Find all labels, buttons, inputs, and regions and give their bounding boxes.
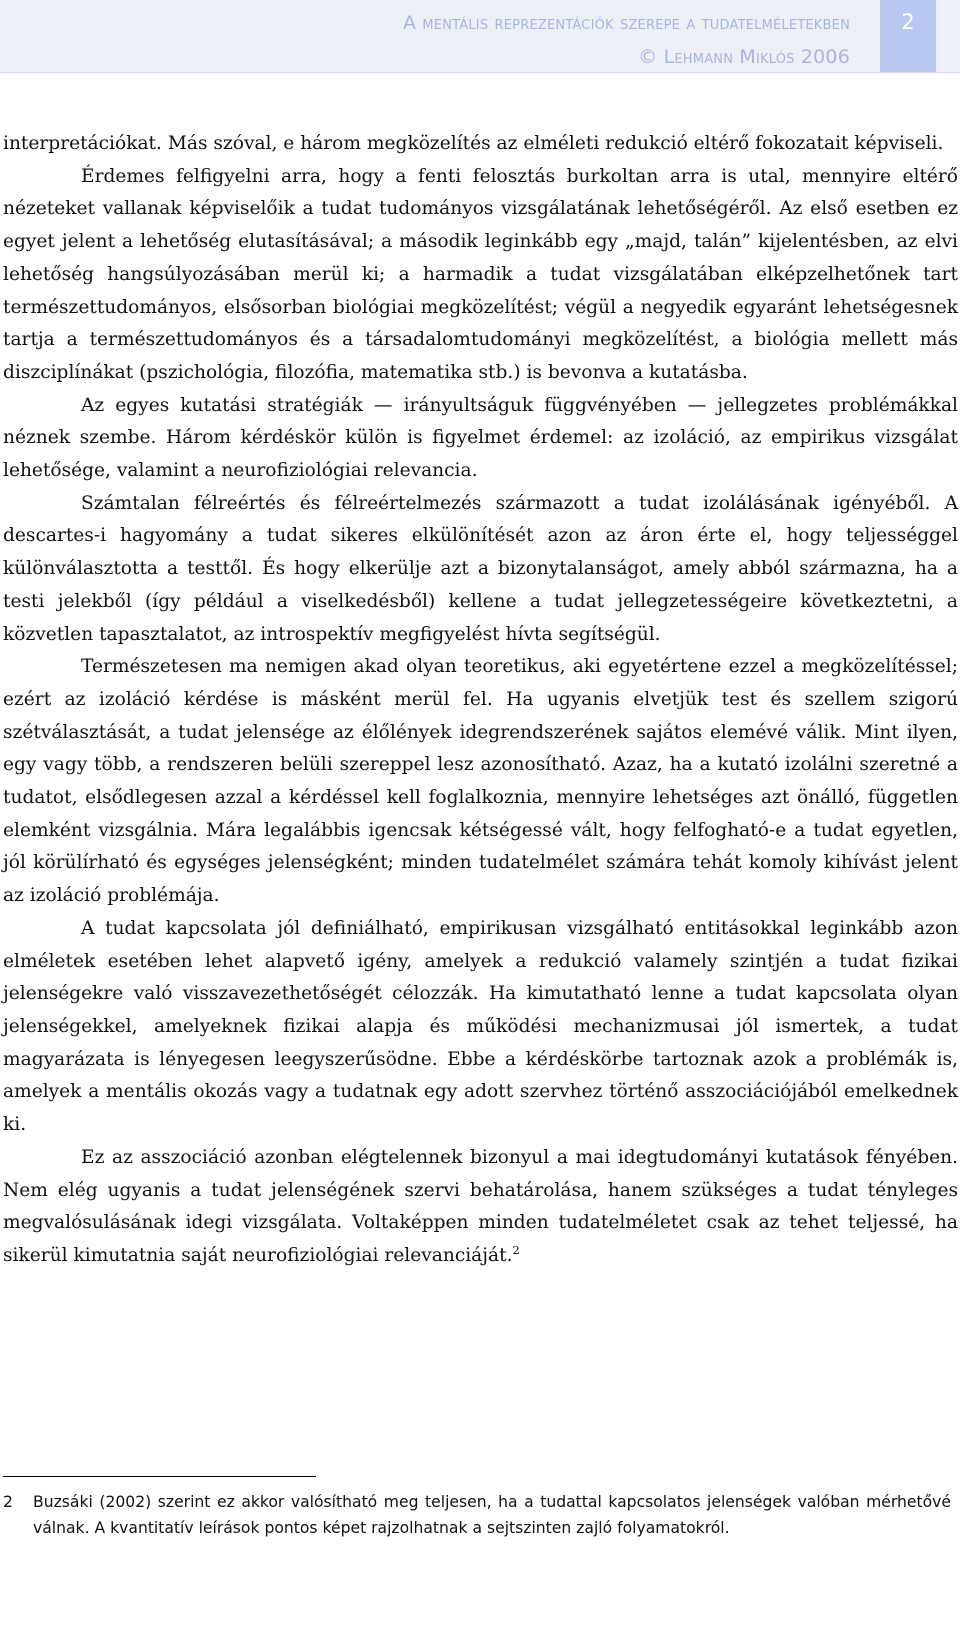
header-text xyxy=(403,6,850,74)
footnote-text: Buzsáki (2002) szerint ez akkor valósítható meg teljesen, ha a tudattal kapcsolatos jelenségek valóban mérhetővé válnak. A kvantitatív leírások pontos képet rajzolhatnak a sejtszinten zajló folyamatokról. xyxy=(33,1493,951,1537)
paragraph-5: Természetesen ma nemigen akad olyan teoretikus, aki egyetértene ezzel a megközelítéssel; ezért az izoláció kérdése is másként merül fel. Ha ugyanis elvetjük test és szellem szigorú szétválasztását, a tudat jelensége az élőlények idegrendszerének sajátos elemévé válik. Mint ilyen, egy vagy több, a rendszeren belüli szereppel lesz azonosítható. Azaz, ha a kutató izolálni szeretné a tudatot, elsődlegesen azzal a kérdéssel kell foglalkoznia, mennyire lehetséges azt önálló, független elemként vizsgálnia. Mára legalábbis igencsak kétségessé vált, hogy felfogható-e a tudat egyetlen, jól körülírható és egységes jelenségként; minden tudatelmélet számára tehát komoly kihívást jelent az izoláció problémája. xyxy=(3,656,958,907)
header-author: © Lehmann Miklós 2006 xyxy=(638,46,850,68)
paragraph-2: Érdemes felfigyelni arra, hogy a fenti felosztás burkoltan arra is utal, mennyire eltérő nézeteket vallanak képviselőik a tudat tudományos vizsgálatának lehetőségéről. Az első esetben ez egyet jelent a lehetőség elutasításával; a második leginkább egy „majd, talán” kijelentésben, az elvi lehetőség hangsúlyozásában merül ki; a harmadik a tudat vizsgálatában elképzelhetőnek tart természettudományos, elsősorban biológiai megközelítést; végül a negyedik egyaránt lehetségesnek tartja a természettudományos és a társadalomtudományi megközelítést, a biológia mellett más diszciplínákat (pszichológia, filozófia, matematika stb.) is bevonva a kutatásba. xyxy=(3,165,958,383)
paragraph-7 xyxy=(3,1142,958,1273)
paragraph-1: interpretációkat. Más szóval, e három megközelítés az elméleti redukció eltérő fokozatait képviseli. xyxy=(3,133,944,154)
footnote-separator xyxy=(3,1476,316,1477)
running-header xyxy=(0,0,960,73)
paragraph-4: Számtalan félreértés és félreértelmezés származott a tudat izolálásának igényéből. A descartes-i hagyomány a tudat sikeres elkülönítését azon az áron érte el, hogy teljességgel különválasztotta a testtől. És hogy elkerülje azt a bizonytalanságot, amely abból származna, ha a testi jelekből (így például a viselkedésből) kellene a tudat jellegzetességeire következtetni, a közvetlen tapasztalatot, az introspektív megfigyelést hívta segítségül. xyxy=(3,492,958,645)
page-number: 2 xyxy=(880,0,936,72)
paragraph-6: A tudat kapcsolata jól definiálható, empirikusan vizsgálható entitásokkal leginkább azon elméletek esetében lehet alapvető igény, amelyek a redukció valamely szintjén a tudat fizikai jelenségekre való visszavezethetőségét célozzák. Ha kimutatható lenne a tudat kapcsolata olyan jelenségekkel, amelyeknek fizikai alapja és működési mechanizmusai jól ismertek, a tudat magyarázata is lényegesen leegyszerűsödne. Ebbe a kérdéskörbe tartoznak azok a problémák is, amelyek a mentális okozás vagy a tudatnak egy adott szervhez történő asszociációjából emelkednek ki. xyxy=(3,917,958,1136)
footnote-reference[interactable]: 2 xyxy=(512,1242,520,1257)
header-title: A mentális reprezentációk szerepe a tudatelméletekben xyxy=(402,12,850,34)
paragraph-7-text: Ez az asszociáció azonban elégtelennek bizonyul a mai idegtudományi kutatások fényében. Nem elég ugyanis a tudat jelenségének szervi behatárolása, hanem szükséges a tudat tényleges megvalósulásának idegi vizsgálata. Voltaképpen minden tudatelméletet csak az tehet teljessé, ha sikerül kimutatnia saját neurofiziológiai relevanciáját. xyxy=(3,1146,958,1266)
document-body xyxy=(3,128,958,1273)
footnote-number: 2 xyxy=(3,1493,13,1511)
paragraph-3: Az egyes kutatási stratégiák — irányultságuk függvényében — jellegzetes problémákkal néznek szembe. Három kérdéskör külön is figyelmet érdemel: az izoláció, az empirikus vizsgálat lehetősége, valamint a neurofiziológiai relevancia. xyxy=(3,394,958,482)
footnote xyxy=(3,1490,951,1541)
